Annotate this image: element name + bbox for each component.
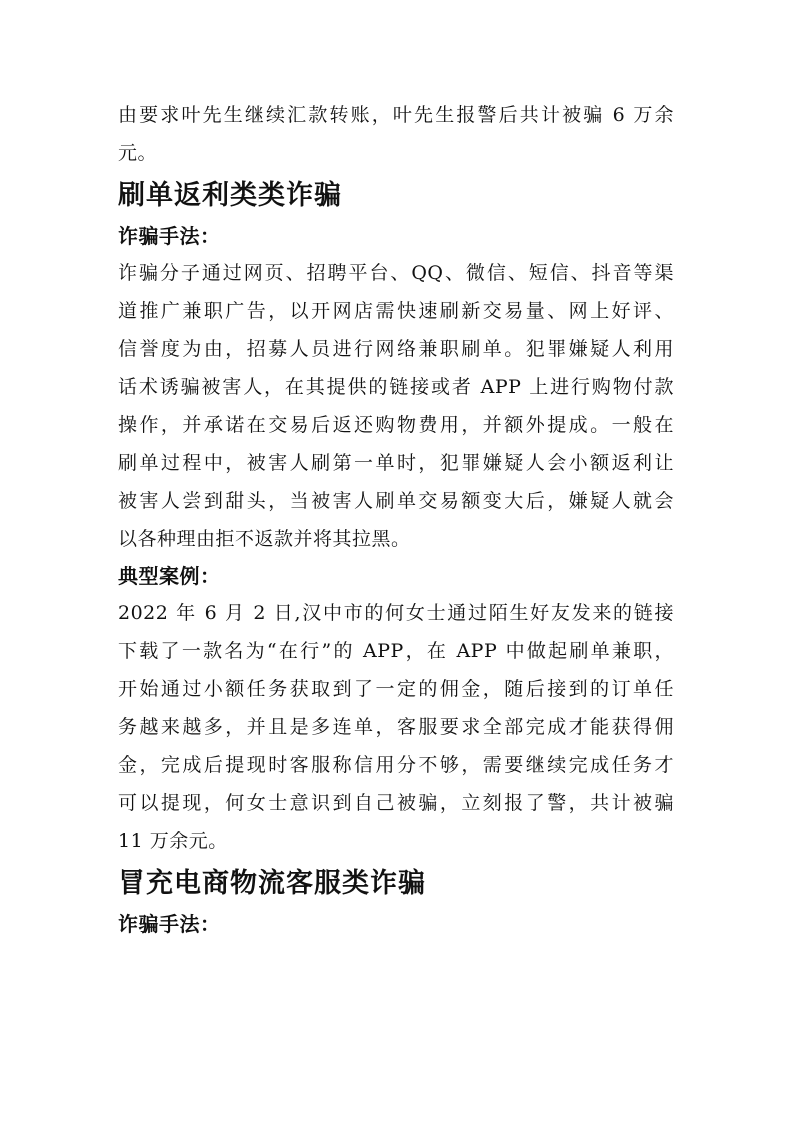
method-heading: 诈骗手法： bbox=[118, 224, 221, 248]
body-text-line: 元。 bbox=[118, 142, 158, 164]
section-title-brushing-scam: 刷单返利类类诈骗 bbox=[118, 180, 342, 211]
body-text-line: 道推广兼职广告，以开网店需快速刷新交易量、网上好评、 bbox=[118, 300, 674, 322]
method-heading: 诈骗手法： bbox=[118, 912, 221, 936]
body-text-line: 2022 年 6 月 2 日,汉中市的何女士通过陌生好友发来的链接 bbox=[118, 602, 674, 624]
section-title-ecommerce-service-scam: 冒充电商物流客服类诈骗 bbox=[118, 868, 426, 899]
body-text-line: 11 万余元。 bbox=[118, 830, 228, 852]
body-text-line: 以各种理由拒不返款并将其拉黑。 bbox=[118, 528, 411, 550]
body-text-line: 被害人尝到甜头，当被害人刷单交易额变大后，嫌疑人就会 bbox=[118, 490, 674, 512]
body-text-line: 务越来越多，并且是多连单，客服要求全部完成才能获得佣 bbox=[118, 716, 674, 738]
case-heading: 典型案例： bbox=[118, 564, 221, 588]
body-text-line: 下载了一款名为“在行”的 APP，在 APP 中做起刷单兼职， bbox=[118, 640, 674, 662]
body-text-line: 刷单过程中，被害人刷第一单时，犯罪嫌疑人会小额返利让 bbox=[118, 452, 674, 474]
body-text-line: 话术诱骗被害人，在其提供的链接或者 APP 上进行购物付款 bbox=[118, 376, 674, 398]
body-text-line: 开始通过小额任务获取到了一定的佣金，随后接到的订单任 bbox=[118, 678, 674, 700]
body-text-line: 可以提现，何女士意识到自己被骗，立刻报了警，共计被骗 bbox=[118, 792, 674, 814]
body-text-line: 金，完成后提现时客服称信用分不够，需要继续完成任务才 bbox=[118, 754, 674, 776]
document-page bbox=[118, 96, 674, 942]
body-text-line: 操作，并承诺在交易后返还购物费用，并额外提成。一般在 bbox=[118, 414, 674, 436]
body-text-line: 信誉度为由，招募人员进行网络兼职刷单。犯罪嫌疑人利用 bbox=[118, 338, 674, 360]
body-text-line: 诈骗分子通过网页、招聘平台、QQ、微信、短信、抖音等渠 bbox=[118, 262, 674, 284]
body-text-line: 由要求叶先生继续汇款转账，叶先生报警后共计被骗 6 万余 bbox=[118, 104, 674, 126]
